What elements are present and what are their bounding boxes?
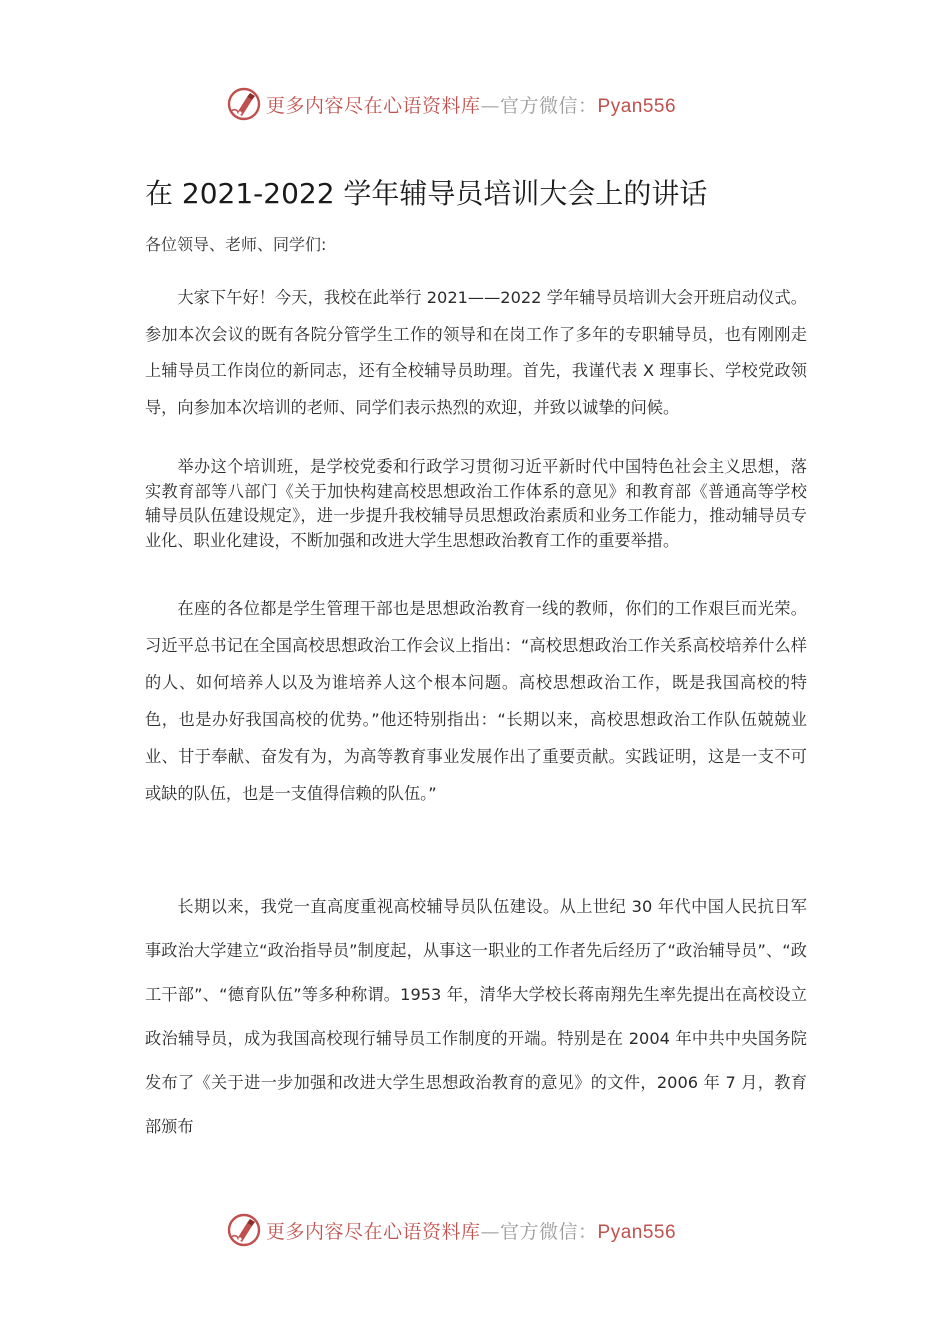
paragraph-3: 在座的各位都是学生管理干部也是思想政治教育一线的教师，你们的工作艰巨而光荣。习近平总书记在全国高校思想政治工作会议上指出：“高校思想政治工作关系高校培养什么样的人、如何培养人以及为谁培养人这个根本问题。高校思想政治工作，既是我国高校的特色，也是办好我国高校的优势。”他还特别指出：“长期以来，高校思想政治工作队伍兢兢业业、甘于奉献、奋发有为，为高等教育事业发展作出了重要贡献。实践证明，这是一支不可或缺的队伍，也是一支值得信赖的队伍。” bbox=[145, 599, 807, 803]
document-title: 在 2021-2022 学年辅导员培训大会上的讲话 bbox=[145, 177, 708, 210]
paragraph-2: 举办这个培训班，是学校党委和行政学习贯彻习近平新时代中国特色社会主义思想，落实教育部等八部门《关于加快构建高校思想政治工作体系的意见》和教育部《普通高等学校辅导员队伍建设规定》，进一步提升我校辅导员思想政治素质和业务工作能力，推动辅导员专业化、职业化建设，不断加强和改进大学生思想政治教育工作的重要举措。 bbox=[145, 457, 807, 550]
watermark-footer bbox=[226, 1210, 746, 1250]
watermark-text: 更多内容尽在心语资料库—官方微信：Pyan556 bbox=[266, 94, 677, 117]
watermark-text: 更多内容尽在心语资料库—官方微信：Pyan556 bbox=[266, 1220, 677, 1243]
salutation: 各位领导、老师、同学们: bbox=[145, 235, 327, 254]
paragraph-1: 大家下午好！今天，我校在此举行 2021——2022 学年辅导员培训大会开班启动仪式。参加本次会议的既有各院分管学生工作的领导和在岗工作了多年的专职辅导员，也有刚刚走上辅导员工作岗位的新同志，还有全校辅导员助理。首先，我谨代表 X 理事长、学校党政领导，向参加本次培训的老师、同学们表示热烈的欢迎，并致以诚挚的问候。 bbox=[145, 288, 807, 417]
watermark-header bbox=[226, 84, 746, 124]
pen-nib-logo-icon bbox=[226, 1212, 262, 1248]
paragraph-4: 长期以来，我党一直高度重视高校辅导员队伍建设。从上世纪 30 年代中国人民抗日军事政治大学建立“政治指导员”制度起，从事这一职业的工作者先后经历了“政治辅导员”、“政工干部”、“德育队伍”等多种称谓。1953 年，清华大学校长蒋南翔先生率先提出在高校设立政治辅导员，成为我国高校现行辅导员工作制度的开端。特别是在 2004 年中共中央国务院发布了《关于进一步加强和改进大学生思想政治教育的意见》的文件，2006 年 7 月，教育部颁布 bbox=[145, 897, 807, 1136]
pen-nib-logo-icon bbox=[226, 86, 262, 122]
